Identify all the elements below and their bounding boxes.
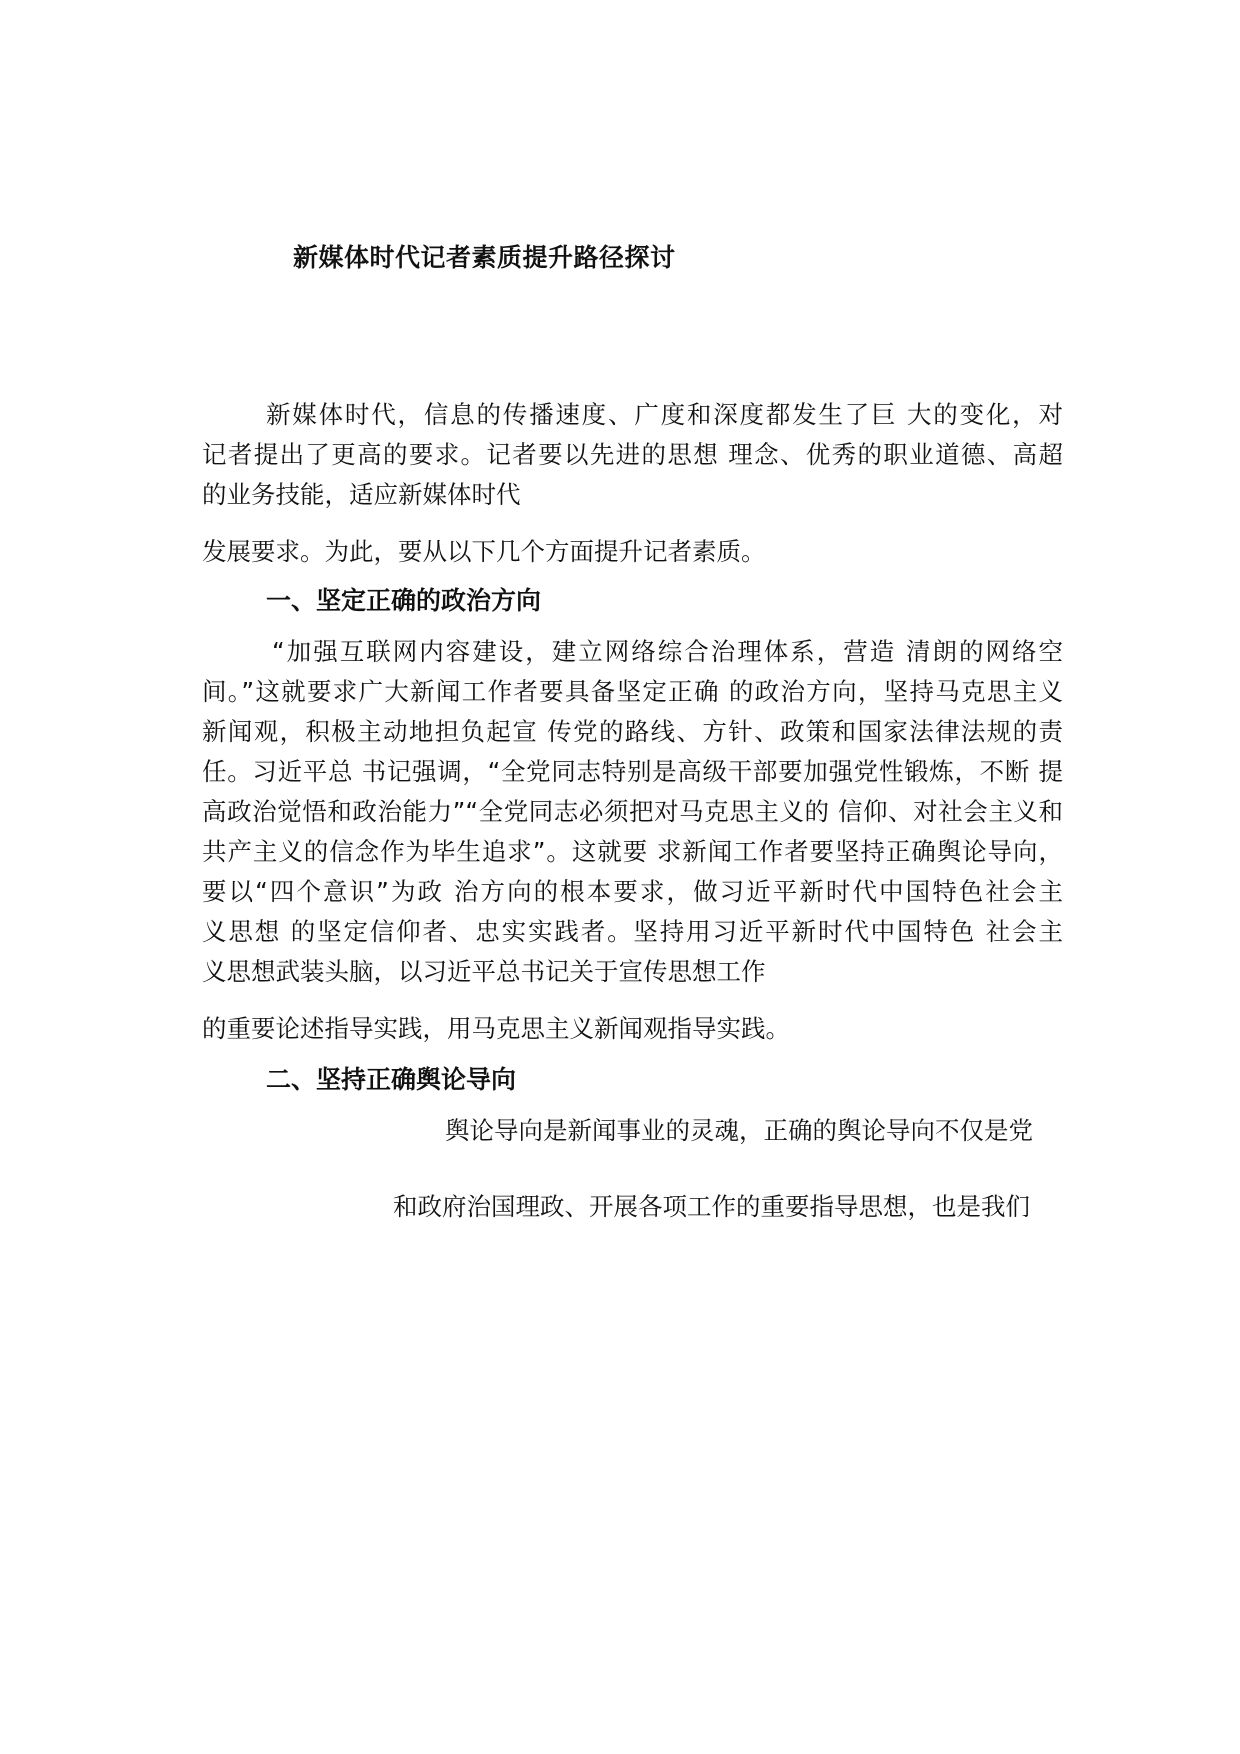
section-1-continuation: 的重要论述指导实践，用马克思主义新闻观指导实践。 bbox=[202, 1014, 790, 1043]
section-1-line-8: 义思想 的坚定信仰者、忠实实践者。坚持用习近平新时代中国特色 社会主 bbox=[202, 917, 1063, 946]
intro-continuation: 发展要求。为此，要从以下几个方面提升记者素质。 bbox=[202, 537, 766, 566]
section-1-line-6: 共产主义的信念作为毕生追求”。这就要 求新闻工作者要坚持正确舆论导向， bbox=[202, 837, 1063, 866]
section-2-line-1: 舆论导向是新闻事业的灵魂，正确的舆论导向不仅是党 bbox=[445, 1116, 1033, 1145]
section-1-line-3: 新闻观，积极主动地担负起宣 传党的路线、方针、政策和国家法律法规的责 bbox=[202, 717, 1063, 746]
section-1-line-7: 要以“四个意识”为政 治方向的根本要求，做习近平新时代中国特色社会主 bbox=[202, 877, 1063, 906]
document-title: 新媒体时代记者素质提升路径探讨 bbox=[293, 243, 676, 272]
section-2-heading: 二、坚持正确舆论导向 bbox=[266, 1065, 517, 1094]
intro-line-2: 记者提出了更高的要求。记者要以先进的思想 理念、优秀的职业道德、高超 bbox=[202, 440, 1063, 469]
section-1-line-9: 义思想武装头脑，以习近平总书记关于宣传思想工作 bbox=[202, 957, 766, 986]
section-1-line-2: 间。”这就要求广大新闻工作者要具备坚定正确 的政治方向，坚持马克思主义 bbox=[202, 677, 1063, 706]
section-1-heading: 一、坚定正确的政治方向 bbox=[266, 586, 542, 615]
intro-line-3: 的业务技能，适应新媒体时代 bbox=[202, 480, 521, 509]
intro-line-1: 新媒体时代，信息的传播速度、广度和深度都发生了巨 大的变化，对 bbox=[266, 400, 1063, 429]
section-1-line-4: 任。习近平总 书记强调，“全党同志特别是高级干部要加强党性锻炼，不断 提 bbox=[202, 757, 1063, 786]
section-2-line-2: 和政府治国理政、开展各项工作的重要指导思想，也是我们 bbox=[393, 1192, 1030, 1221]
section-1-line-5: 高政治觉悟和政治能力”“全党同志必须把对马克思主义的 信仰、对社会主义和 bbox=[202, 797, 1063, 826]
section-1-line-1: “加强互联网内容建设，建立网络综合治理体系，营造 清朗的网络空 bbox=[272, 637, 1063, 666]
